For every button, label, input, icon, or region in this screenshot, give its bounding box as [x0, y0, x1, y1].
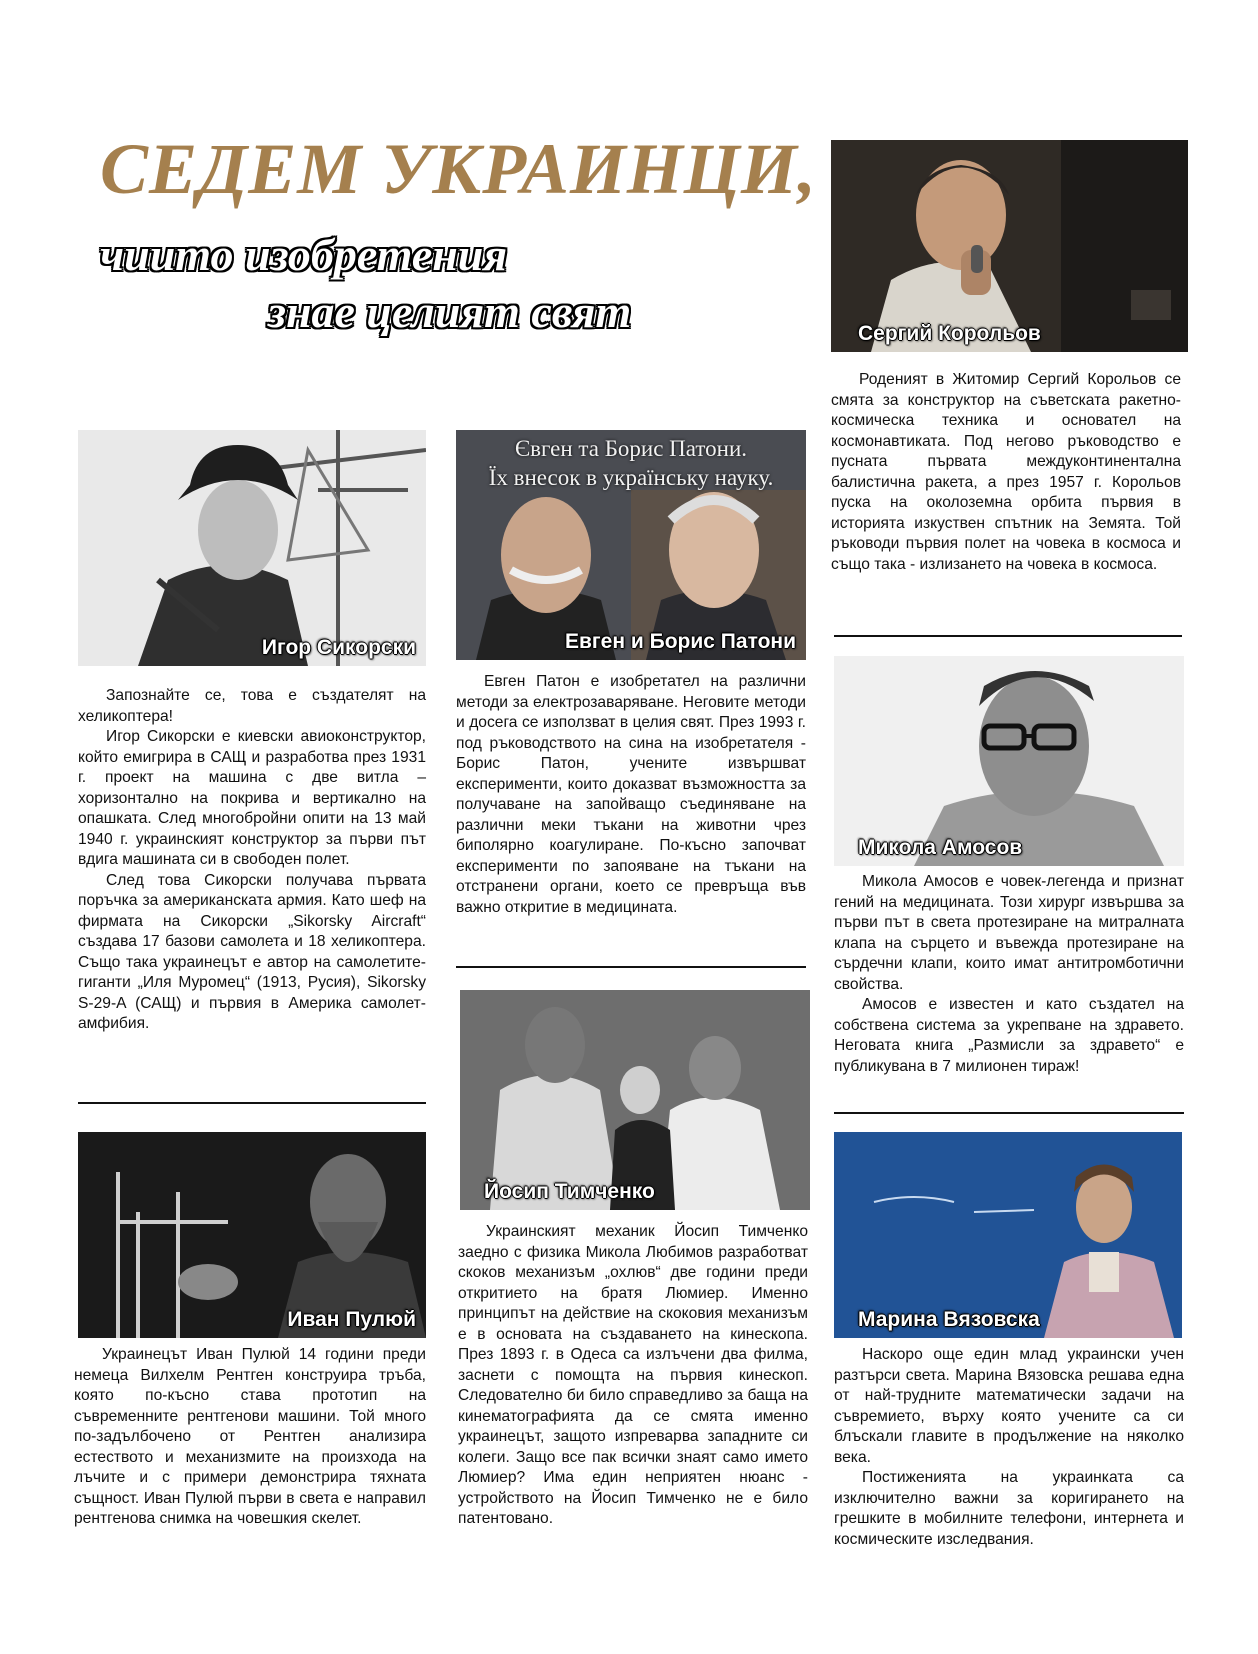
- paton-caption: Евген и Борис Патони: [565, 630, 796, 653]
- sikorsky-text: [78, 686, 426, 1035]
- divider: [834, 635, 1182, 637]
- amosov-paragraph-2: Амосов е известен и като създател на собствена система за укрепване на здравето. Неговата книга „Размисли за здравето“ е публикувана в 7 милионен тираж!: [834, 996, 1184, 1075]
- paton-paragraph-1: Евген Патон е изобретател на различни методи за електрозаваряване. Неговите методи и досега се използват в целия свят. През 1993 г. под ръководството на сина на изобретателя - Борис Патон, учените извършват експерименти, които доказват възможността за получаване на запойващо съединяване на различни меки тъкани на животни чрез биполярно коагулиране. По-късно започват експерименти по запояване на тъкани на отстранени органи, което се превръща във важно откритие в медицината.: [456, 673, 806, 916]
- timchenko-paragraph-1: Украинският механик Йосип Тимченко заедно с физика Микола Любимов разработват скоков механизъм „охлюв“ две години преди откритието на братя Люмиер. Именно принципът на действие на скоковия механизъм е в основата на създаването на кинескопа. През 1893 г. в Одеса са излъчени два филма, заснети с помощта на първия кинескоп. Следователно би било справедливо за баща на кинематографията да се смята именно украинецът, защото изпреварва западните си колеги. Защо все пак всички знаят само името Люмиер? Има един неприятен нюанс - устройството на Йосип Тимченко не е било патентовано.: [458, 1223, 808, 1527]
- sikorsky-paragraph-3: След това Сикорски получава първата поръчка за американската армия. Като шеф на фирмата на Сикорски „Sikorsky Aircraft“ създава 17 базови самолета и 18 хеликоптера. Също така украинецът е автор на самолетите-гиганти „Иля Муромец“ (1913, Русия), Sikorsky S-29-A (САЩ) и първия в Америка самолет-амфибия.: [78, 871, 426, 1032]
- vyazovska-paragraph-1: Наскоро още един млад украински учен разтърси света. Марина Вязовска решава една от най-трудните математически задачи на съвремието, върху която учените са си блъскали главите в продължение на няколко века.: [834, 1346, 1184, 1466]
- divider: [834, 1112, 1184, 1114]
- timchenko-text: [458, 1222, 808, 1530]
- paton-text: [456, 672, 806, 918]
- page-title: СЕДЕМ УКРАИНЦИ,: [100, 129, 817, 209]
- timchenko-photo: [460, 990, 810, 1210]
- page-subtitle-line2: знае целият свят: [268, 286, 632, 337]
- paton-photo: [456, 430, 806, 660]
- puluj-text: [74, 1345, 426, 1530]
- sikorsky-caption: Игор Сикорски: [261, 636, 416, 659]
- paton-overlay-line2: Їх внесок в українську науку.: [488, 465, 774, 490]
- vyazovska-photo: [834, 1132, 1182, 1338]
- timchenko-caption: Йосип Тимченко: [484, 1180, 655, 1203]
- sikorsky-photo: [78, 430, 426, 666]
- amosov-text: [834, 872, 1184, 1077]
- puluj-paragraph-1: Украинецът Иван Пулюй 14 години преди немеца Вилхелм Рентген конструира тръба, която по-късно става прототип на съвременните рентгенови машини. Той много по-задълбочено от Рентген анализира естеството и механизмите на произхода на лъчите и с примери демонстрира тяхната същност. Иван Пулюй първи в света е направил рентгенова снимка на човешкия скелет.: [74, 1346, 426, 1527]
- vyazovska-caption: Марина Вязовска: [858, 1308, 1040, 1331]
- divider: [456, 966, 806, 968]
- puluj-photo: [78, 1132, 426, 1338]
- paton-overlay-line1: Євген та Борис Патони.: [514, 436, 748, 461]
- amosov-photo: [834, 656, 1184, 866]
- korolyov-caption: Сергий Корольов: [858, 322, 1041, 345]
- sikorsky-paragraph-1: Запознайте се, това е създателят на хеликоптера!: [78, 687, 426, 725]
- puluj-caption: Иван Пулюй: [287, 1308, 416, 1331]
- korolyov-photo: [831, 140, 1188, 352]
- korolyov-text: [831, 370, 1181, 575]
- amosov-paragraph-1: Микола Амосов е човек-легенда и признат гений на медицината. Този хирург извършва за първи път в света протезиране на митралната клапа на сърцето и въвежда протезиране на сърдечни клапи, които имат антитромботични свойства.: [834, 873, 1184, 993]
- amosov-caption: Микола Амосов: [858, 836, 1023, 859]
- divider: [78, 1102, 426, 1104]
- korolyov-paragraph-1: Роденият в Житомир Сергий Корольов се смята за конструктор на съветската ракетно-космическа техника и основател на космонавтиката. Под негово ръководство е пусната първата междуконтинентална балистична ракета, а през 1957 г. Корольов пуска на околоземна орбита първия в историята изкуствен спътник на Земята. Той ръководи първия полет на човека в космоса и също така - излизането на човека в космоса.: [831, 371, 1181, 573]
- vyazovska-paragraph-2: Постиженията на украинката са изключително важни за коригирането на грешките в мобилните телефони, интернета и космическите изследвания.: [834, 1469, 1184, 1548]
- sikorsky-paragraph-2: Игор Сикорски е киевски авиоконструктор, който емигрира в САЩ и разработва през 1931 г. проект на машина с две витла – хоризонтално на покрива и вертикално на опашката. След многобройни опити на 13 май 1940 г. украинският конструктор за първи път вдига машината си в свободен полет.: [78, 728, 426, 868]
- vyazovska-text: [834, 1345, 1184, 1550]
- page-subtitle-line1: чиито изобретения: [100, 229, 508, 280]
